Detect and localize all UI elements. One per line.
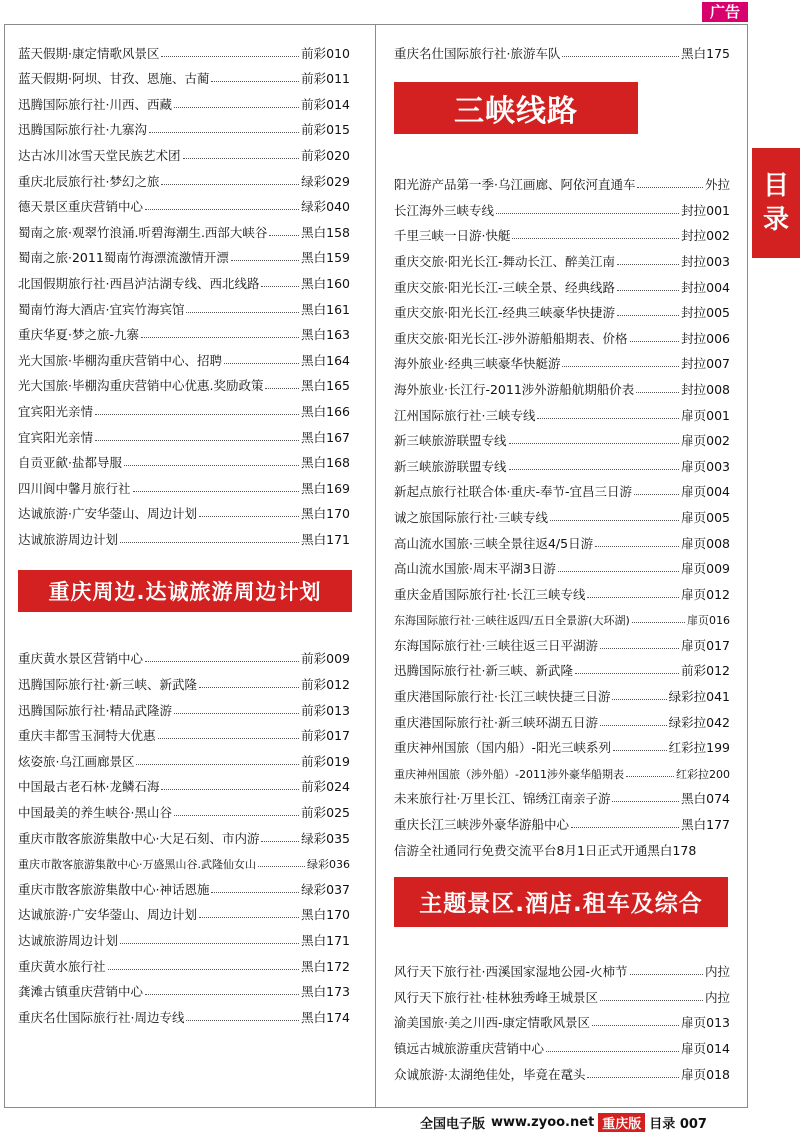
dot-leader [174, 815, 299, 816]
toc-entry[interactable] [394, 168, 730, 194]
footer-url[interactable]: www.zyoo.net [491, 1115, 595, 1130]
toc-entry-title: 迅腾国际旅行社·新三峡、新武隆 [18, 677, 197, 693]
toc-entry[interactable] [394, 980, 730, 1006]
dot-leader [575, 673, 679, 674]
dot-leader [145, 661, 299, 662]
toc-entry-page-code: 前彩014 [301, 96, 350, 112]
toc-entry-page-code: 扉页004 [681, 484, 730, 500]
toc-entry-title: 重庆交旅·阳光长江-舞动长江、醉美江南 [394, 253, 615, 269]
toc-entry-title: 重庆市散客旅游集散中心·万盛黑山谷.武隆仙女山 [18, 858, 256, 872]
toc-entry-page-code: 黑白161 [301, 301, 350, 317]
toc-entry-page-code: 扉页013 [681, 1015, 730, 1031]
right-entries-mid [394, 168, 730, 859]
toc-entry[interactable] [394, 731, 730, 757]
column-divider [375, 24, 376, 1108]
toc-entry[interactable] [394, 500, 730, 526]
toc-entry[interactable] [18, 318, 350, 344]
toc-entry[interactable] [18, 241, 350, 267]
toc-entry-page-code: 扉页001 [681, 407, 730, 423]
toc-entry[interactable] [394, 372, 730, 398]
dot-leader [509, 469, 680, 470]
toc-entry-title: 重庆神州国旅（涉外船）-2011涉外豪华船期表 [394, 767, 624, 781]
toc-entry-title: 迅腾国际旅行社·川西、西藏 [18, 96, 172, 112]
toc-entry-title: 德天景区重庆营销中心 [18, 199, 144, 215]
toc-entry[interactable] [18, 497, 350, 523]
toc-entry-page-code: 前彩010 [301, 45, 350, 61]
footer [420, 1113, 707, 1132]
toc-entry-title: 蜀南竹海大酒店·宜宾竹海宾馆 [18, 301, 185, 317]
toc-entry[interactable] [394, 782, 730, 808]
toc-entry-title: 新三峡旅游联盟专线 [394, 433, 507, 449]
toc-entry-title: 光大国旅·毕棚沟重庆营销中心优惠.奖励政策 [18, 378, 264, 394]
toc-entry-title: 重庆华夏·梦之旅-九寨 [18, 327, 139, 343]
toc-entry[interactable] [18, 87, 350, 113]
toc-entry-title: 长江海外三峡专线 [394, 202, 495, 218]
dot-leader [161, 184, 299, 185]
toc-entry[interactable] [394, 756, 730, 782]
dot-leader [211, 892, 299, 893]
dot-leader [600, 725, 667, 726]
toc-entry-title: 重庆港国际旅行社·新三峡环湖五日游 [394, 714, 598, 730]
toc-entry-title: 众诚旅游·太湖绝佳处，毕竟在鼋头 [394, 1066, 586, 1082]
toc-entry-page-code: 扉页002 [681, 433, 730, 449]
dot-leader [231, 260, 299, 261]
toc-entry-title: 自贡亚歈·盐都导服 [18, 455, 122, 471]
dot-leader [630, 974, 703, 975]
toc-entry[interactable] [394, 1006, 730, 1032]
dot-leader [571, 827, 679, 828]
dot-leader [636, 392, 679, 393]
toc-entry-title: 蜀南之旅·2011蜀南竹海漂流激情开漂 [18, 250, 229, 266]
toc-entry-page-code: 外拉 [704, 177, 730, 193]
toc-entry-page-code: 黑白177 [681, 817, 730, 833]
toc-entry[interactable] [18, 898, 350, 924]
footer-page-number: 目录 007 [649, 1117, 707, 1132]
section-header-chongqing-surroundings: 重庆周边.达诚旅游周边计划 [18, 570, 352, 612]
toc-entry-title: 中国最美的养生峡谷·黑山谷 [18, 805, 172, 821]
toc-entry-page-code: 前彩009 [301, 651, 350, 667]
toc-entry[interactable] [394, 955, 730, 981]
toc-entry-title: 中国最古老石林·龙鳞石海 [18, 779, 160, 795]
toc-entry-title: 重庆市散客旅游集散中心·大足石刻、市内游 [18, 830, 260, 846]
toc-entry-page-code: 扉页016 [687, 614, 730, 628]
toc-entry-title: 重庆北辰旅行社·梦幻之旅 [18, 173, 160, 189]
toc-entry-title: 迅腾国际旅行社·新三峡、新武隆 [394, 663, 573, 679]
toc-entry-title: 镇远古城旅游重庆营销中心 [394, 1041, 545, 1056]
toc-entry[interactable] [394, 1031, 730, 1057]
toc-entry-page-code: 前彩011 [301, 71, 350, 87]
dot-leader [496, 213, 679, 214]
toc-entry-page-code: 黑白175 [681, 45, 730, 61]
toc-entry-title: 宜宾阳光亲情 [18, 429, 94, 445]
dot-leader [174, 107, 299, 108]
dot-leader [265, 388, 299, 389]
toc-entry[interactable] [18, 667, 350, 693]
toc-entry-title: 渝美国旅·美之川西-康定情歌风景区 [394, 1015, 590, 1031]
dot-leader [592, 1025, 679, 1026]
toc-entry-title: 龚滩古镇重庆营销中心 [18, 984, 144, 1000]
toc-entry-page-code: 绿彩040 [301, 199, 350, 215]
dot-leader [120, 542, 299, 543]
toc-entry-title: 蓝天假期·康定情歌风景区 [18, 45, 160, 61]
toc-entry-title: 诚之旅国际旅行社·三峡专线 [394, 509, 548, 525]
toc-entry-title: 蜀南之旅·观翠竹浪涌.听碧海潮生.西部大峡谷 [18, 224, 268, 240]
toc-entry[interactable] [18, 642, 350, 668]
toc-entry[interactable] [18, 795, 350, 821]
toc-entry[interactable] [394, 577, 730, 603]
dot-leader [199, 516, 299, 517]
toc-entry-page-code: 黑白074 [681, 791, 730, 807]
toc-entry[interactable] [18, 446, 350, 472]
toc-entry[interactable] [18, 420, 350, 446]
toc-entry-page-code: 前彩025 [301, 805, 350, 821]
footer-label: 全国电子版 [420, 1117, 486, 1132]
dot-leader [637, 187, 703, 188]
toc-entry-title: 达诚旅游·广安华蓥山、周边计划 [18, 907, 197, 923]
dot-leader [626, 776, 674, 777]
toc-entry[interactable] [18, 923, 350, 949]
toc-entry-title: 东海国际旅行社·三峡往返三日平湖游 [394, 637, 598, 653]
toc-entry-page-code: 绿彩036 [307, 858, 350, 872]
toc-entry[interactable] [18, 113, 350, 139]
toc-entry-title: 江州国际旅行社·三峡专线 [394, 407, 536, 423]
toc-entry-page-code: 封拉003 [681, 253, 730, 269]
toc-entry[interactable] [394, 705, 730, 731]
toc-entry[interactable] [18, 872, 350, 898]
toc-entry[interactable] [18, 343, 350, 369]
dot-leader [161, 789, 299, 790]
toc-entry-title: 四川阆中馨月旅行社 [18, 480, 131, 496]
toc-entry-page-code: 黑白160 [301, 275, 350, 291]
toc-entry-title: 重庆交旅·阳光长江-涉外游船船期表、价格 [394, 330, 628, 346]
dot-leader [558, 571, 679, 572]
toc-entry-page-code: 前彩024 [301, 779, 350, 795]
toc-entry-title: 宜宾阳光亲情 [18, 403, 94, 419]
dot-leader [562, 56, 679, 57]
toc-entry-page-code: 封拉002 [681, 228, 730, 244]
dot-leader [145, 994, 299, 995]
toc-entry-page-code: 封拉004 [681, 279, 730, 295]
toc-entry-page-code: 红彩拉199 [668, 740, 730, 756]
toc-entry-page-code: 扉页005 [681, 509, 730, 525]
toc-entry[interactable] [18, 62, 350, 88]
toc-entry-title: 风行天下旅行社·西溪国家湿地公园-火柿节 [394, 964, 628, 980]
dot-leader [562, 366, 679, 367]
dot-leader [174, 713, 299, 714]
toc-entry[interactable] [394, 833, 730, 859]
dot-leader [158, 738, 300, 739]
dot-leader [108, 969, 300, 970]
dot-leader [199, 687, 299, 688]
toc-entry-title: 重庆交旅·阳光长江-经典三峡豪华快捷游 [394, 305, 615, 321]
toc-entry-title: 达诚旅游周边计划 [18, 933, 119, 948]
footer-edition-badge: 重庆版 [598, 1113, 645, 1132]
toc-entry-page-code: 扉页003 [681, 458, 730, 474]
toc-entry-title: 东海国际旅行社·三峡往返四/五日全景游(大环湖) [394, 614, 630, 628]
section-header-three-gorges: 三峡线路 [394, 82, 638, 134]
toc-entry[interactable] [394, 270, 730, 296]
toc-entry-page-code: 绿彩029 [301, 173, 350, 189]
toc-entry-title: 高山流水国旅·三峡全景往返4/5日游 [394, 535, 594, 551]
toc-entry[interactable] [394, 321, 730, 347]
toc-entry-title: 新三峡旅游联盟专线 [394, 458, 507, 474]
right-entries-bottom [394, 955, 730, 1083]
toc-entry-title: 新起点旅行社联合体·重庆-奉节-宜昌三日游 [394, 484, 632, 500]
dot-leader [258, 866, 305, 867]
toc-entry[interactable] [18, 975, 350, 1001]
dot-leader [587, 597, 679, 598]
toc-entry[interactable] [18, 266, 350, 292]
toc-entry-page-code: 前彩017 [301, 728, 350, 744]
left-column [18, 36, 350, 1026]
toc-entry-title: 高山流水国旅·周末平湖3日游 [394, 561, 556, 577]
toc-entry-page-code: 黑白178 [647, 842, 697, 858]
toc-entry-page-code: 扉页014 [681, 1041, 730, 1056]
dot-leader [95, 440, 299, 441]
dot-leader [95, 414, 299, 415]
toc-entry[interactable] [18, 522, 350, 548]
dot-leader [617, 290, 679, 291]
toc-entry-page-code: 绿彩035 [301, 830, 350, 846]
toc-entry-page-code: 黑白163 [301, 327, 350, 343]
toc-entry-title: 海外旅业·长江行-2011涉外游船航期船价表 [394, 381, 635, 397]
toc-entry-page-code: 封拉005 [681, 305, 730, 321]
toc-entry-title: 光大国旅·毕棚沟重庆营销中心、招聘 [18, 352, 222, 368]
toc-entry[interactable] [394, 219, 730, 245]
toc-entry-title: 阳光游产品第一季·乌江画廊、阿依河直通车 [394, 177, 636, 193]
dot-leader [537, 418, 679, 419]
toc-entry-page-code: 黑白165 [301, 378, 350, 394]
dot-leader [161, 56, 299, 57]
toc-entry[interactable] [394, 552, 730, 578]
dot-leader [550, 520, 679, 521]
toc-entry[interactable] [18, 164, 350, 190]
toc-entry[interactable] [18, 138, 350, 164]
toc-entry[interactable] [394, 193, 730, 219]
dot-leader [186, 1020, 299, 1021]
toc-entry-title: 重庆神州国旅（国内船）-阳光三峡系列 [394, 740, 612, 756]
toc-entry-title: 炫姿旅·乌江画廊景区 [18, 753, 135, 769]
toc-entry-page-code: 黑白174 [301, 1009, 350, 1025]
dot-leader [199, 917, 299, 918]
toc-entry-title: 达诚旅游周边计划 [18, 531, 119, 547]
toc-entry-page-code: 前彩013 [301, 702, 350, 718]
toc-entry-page-code: 前彩012 [301, 677, 350, 693]
toc-entry-page-code: 内拉 [704, 989, 730, 1005]
toc-entry-page-code: 黑白164 [301, 352, 350, 368]
toc-entry-title: 迅腾国际旅行社·九寨沟 [18, 122, 147, 138]
dot-leader [612, 801, 679, 802]
dot-leader [632, 622, 685, 623]
toc-entry-page-code: 扉页009 [681, 561, 730, 577]
dot-leader [224, 363, 299, 364]
left-entries-bottom [18, 642, 350, 1026]
dot-leader [509, 443, 680, 444]
dot-leader [269, 235, 299, 236]
toc-entry[interactable] [394, 398, 730, 424]
toc-entry-title: 重庆金盾国际旅行社·长江三峡专线 [394, 586, 586, 602]
toc-entry[interactable] [18, 369, 350, 395]
toc-entry-page-code: 黑白170 [301, 907, 350, 923]
toc-entry-title: 蓝天假期·阿坝、甘孜、恩施、古蔺 [18, 71, 210, 87]
toc-entry-page-code: 绿彩拉042 [668, 714, 730, 730]
toc-entry[interactable] [394, 654, 730, 680]
toc-entry[interactable] [18, 36, 350, 62]
dot-leader [546, 1051, 679, 1052]
dot-leader [136, 764, 299, 765]
toc-entry-title: 重庆黄水旅行社 [18, 958, 106, 974]
toc-entry-page-code: 绿彩037 [301, 881, 350, 897]
toc-entry[interactable] [394, 628, 730, 654]
toc-entry-title: 千里三峡一日游·快艇 [394, 228, 511, 244]
toc-entry-page-code: 绿彩拉041 [668, 689, 730, 705]
toc-entry-page-code: 红彩拉200 [676, 767, 730, 781]
right-entries-first [394, 36, 730, 62]
toc-entry-page-code: 内拉 [704, 964, 730, 980]
dot-leader [612, 699, 666, 700]
dot-leader [512, 238, 679, 239]
toc-entry[interactable] [394, 1057, 730, 1083]
toc-entry[interactable] [394, 244, 730, 270]
toc-side-tab [752, 148, 800, 258]
toc-entry-page-code: 黑白173 [301, 984, 350, 1000]
dot-leader [149, 132, 299, 133]
toc-entry-page-code: 前彩020 [301, 147, 350, 163]
toc-entry[interactable] [394, 603, 730, 629]
toc-entry-title: 风行天下旅行社·桂林独秀峰王城景区 [394, 989, 598, 1005]
toc-entry[interactable] [18, 770, 350, 796]
toc-entry[interactable] [18, 847, 350, 873]
dot-leader [183, 158, 300, 159]
dot-leader [630, 341, 680, 342]
toc-entry-title: 未来旅行社·万里长江、锦绣江南亲子游 [394, 791, 611, 807]
toc-entry-title: 重庆长江三峡涉外豪华游船中心 [394, 817, 570, 833]
dot-leader [211, 81, 299, 82]
toc-entry[interactable] [394, 347, 730, 373]
toc-entry-page-code: 黑白158 [301, 224, 350, 240]
toc-entry[interactable] [18, 693, 350, 719]
dot-leader [595, 546, 679, 547]
toc-entry-page-code: 黑白166 [301, 403, 350, 419]
toc-entry-page-code: 黑白168 [301, 455, 350, 471]
toc-entry-title: 达古冰川冰雪天堂民族艺术团 [18, 147, 181, 163]
dot-leader [186, 312, 299, 313]
toc-entry-page-code: 封拉006 [681, 330, 730, 346]
toc-entry-title: 迅腾国际旅行社·精品武隆游 [18, 702, 172, 718]
toc-entry-page-code: 封拉008 [681, 381, 730, 397]
toc-entry[interactable] [394, 424, 730, 450]
toc-entry-page-code: 扉页008 [681, 535, 730, 551]
toc-entry[interactable] [18, 190, 350, 216]
side-tab-char-2: 录 [762, 205, 789, 235]
dot-leader [261, 841, 299, 842]
toc-entry[interactable] [18, 471, 350, 497]
dot-leader [634, 494, 679, 495]
dot-leader [120, 943, 299, 944]
toc-entry[interactable] [394, 36, 730, 62]
dot-leader [587, 1077, 679, 1078]
toc-entry-page-code: 前彩015 [301, 122, 350, 138]
side-tab-char-1: 目 [762, 171, 789, 201]
toc-entry[interactable] [394, 449, 730, 475]
dot-leader [617, 264, 679, 265]
section-header-theme-attractions: 主题景区.酒店.租车及综合 [394, 877, 728, 927]
toc-entry[interactable] [18, 215, 350, 241]
toc-entry[interactable] [18, 821, 350, 847]
toc-entry-page-code: 黑白159 [301, 250, 350, 266]
toc-entry-page-code: 黑白167 [301, 429, 350, 445]
toc-entry[interactable] [394, 475, 730, 501]
toc-entry-page-code: 黑白170 [301, 506, 350, 522]
toc-entry-title: 重庆名仕国际旅行社·周边专线 [18, 1009, 185, 1025]
left-entries-top [18, 36, 350, 548]
toc-entry[interactable] [18, 292, 350, 318]
toc-entry[interactable] [394, 807, 730, 833]
toc-entry-title: 重庆丰都雪玉洞特大优惠 [18, 728, 156, 744]
toc-entry-page-code: 扉页018 [681, 1066, 730, 1082]
dot-leader [613, 750, 667, 751]
toc-entry-page-code: 黑白171 [301, 933, 350, 948]
toc-entry-title: 海外旅业·经典三峡豪华快艇游 [394, 356, 561, 372]
toc-entry-title: 达诚旅游·广安华蓥山、周边计划 [18, 506, 197, 522]
ad-badge: 广告 [702, 2, 748, 22]
right-column [394, 36, 730, 1083]
toc-entry-title: 重庆黄水景区营销中心 [18, 651, 144, 667]
toc-entry-page-code: 前彩012 [681, 663, 730, 679]
toc-entry-page-code: 黑白169 [301, 480, 350, 496]
dot-leader [141, 337, 299, 338]
toc-entry-page-code: 黑白171 [301, 531, 350, 547]
toc-entry[interactable] [18, 949, 350, 975]
toc-entry-page-code: 扉页012 [681, 586, 730, 602]
toc-entry[interactable] [394, 296, 730, 322]
toc-entry[interactable] [394, 526, 730, 552]
toc-entry-page-code: 封拉001 [681, 202, 730, 218]
toc-entry-title: 重庆港国际旅行社·长江三峡快捷三日游 [394, 689, 611, 705]
dot-leader [600, 648, 679, 649]
toc-entry-title: 重庆交旅·阳光长江-三峡全景、经典线路 [394, 279, 615, 295]
dot-leader [124, 465, 299, 466]
toc-entry-page-code: 扉页017 [681, 637, 730, 653]
dot-leader [261, 286, 299, 287]
toc-entry-title: 重庆市散客旅游集散中心·神话恩施 [18, 881, 210, 897]
toc-entry-page-code: 封拉007 [681, 356, 730, 372]
dot-leader [145, 209, 299, 210]
toc-entry-title: 北国假期旅行社·西昌泸沽湖专线、西北线路 [18, 275, 260, 291]
toc-entry-title: 信游全社通同行免费交流平台8月1日正式开通 [394, 842, 648, 858]
toc-entry[interactable] [18, 1000, 350, 1026]
dot-leader [600, 1000, 703, 1001]
toc-entry[interactable] [394, 679, 730, 705]
toc-entry-page-code: 前彩019 [301, 753, 350, 769]
toc-entry[interactable] [18, 719, 350, 745]
toc-entry-title: 重庆名仕国际旅行社·旅游车队 [394, 45, 561, 61]
dot-leader [133, 491, 300, 492]
toc-entry[interactable] [18, 744, 350, 770]
toc-entry-page-code: 黑白172 [301, 958, 350, 974]
toc-entry[interactable] [18, 394, 350, 420]
dot-leader [617, 315, 679, 316]
